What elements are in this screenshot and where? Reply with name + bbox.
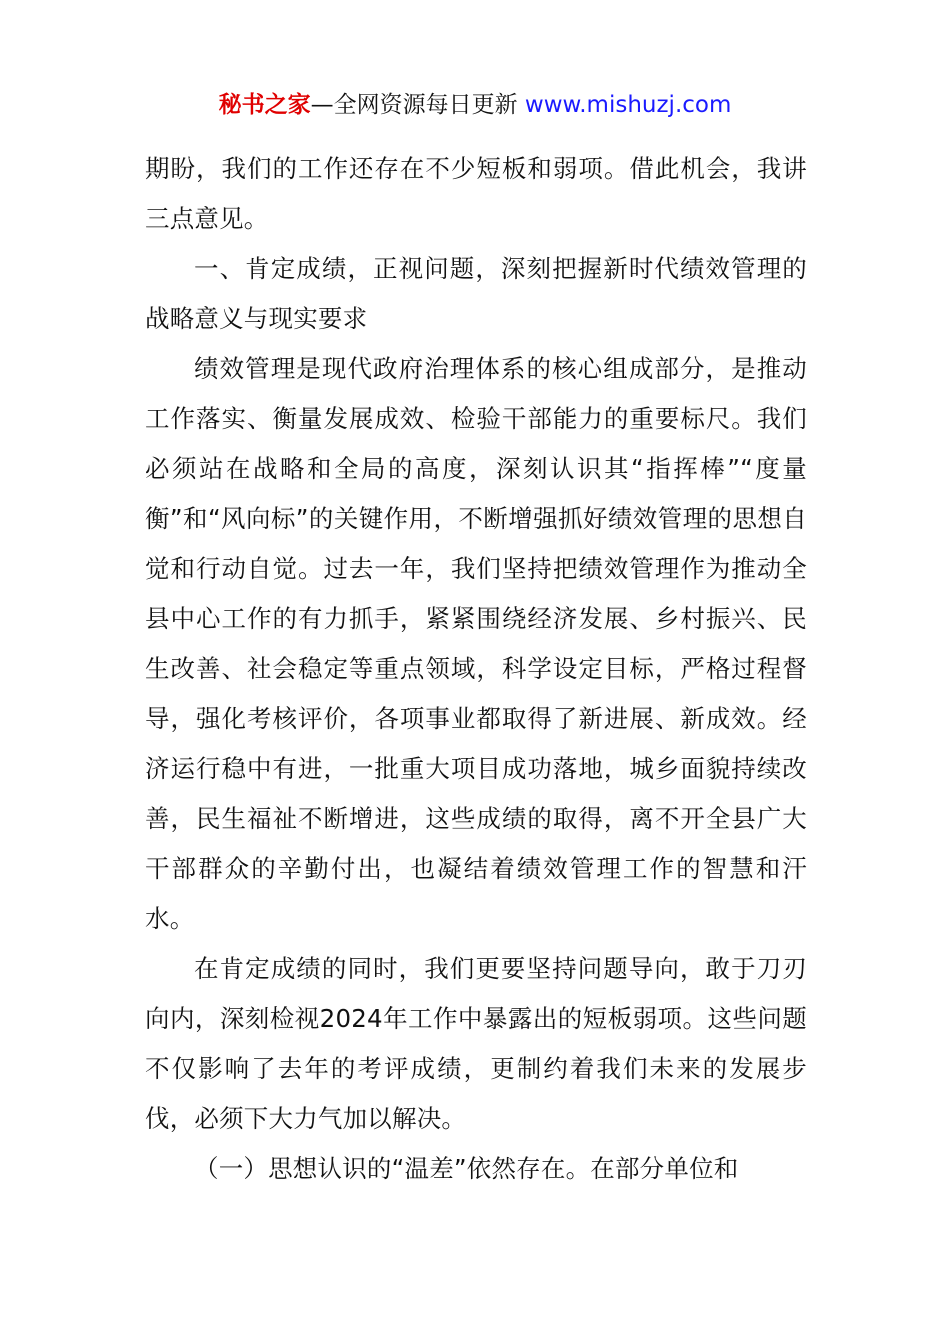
- subsection-heading: （一）思想认识的“温差”依然存在。在部分单位和: [194, 1154, 739, 1183]
- paragraph-continuation: 期盼，我们的工作还存在不少短板和弱项。借此机会，我讲三点意见。: [145, 154, 807, 233]
- document-body: [145, 144, 807, 1194]
- header-tagline: —全网资源每日更新: [310, 92, 525, 118]
- page-header: [0, 88, 950, 122]
- paragraph: 绩效管理是现代政府治理体系的核心组成部分，是推动工作落实、衡量发展成效、检验干部能力的重要标尺。我们必须站在战略和全局的高度，深刻认识其“指挥棒”“度量衡”和“风向标”的关键作用，不断增强抓好绩效管理的思想自觉和行动自觉。过去一年，我们坚持把绩效管理作为推动全县中心工作的有力抓手，紧紧围绕经济发展、乡村振兴、民生改善、社会稳定等重点领域，科学设定目标，严格过程督导，强化考核评价，各项事业都取得了新进展、新成效。经济运行稳中有进，一批重大项目成功落地，城乡面貌持续改善，民生福祉不断增进，这些成绩的取得，离不开全县广大干部群众的辛勤付出，也凝结着绩效管理工作的智慧和汗水。: [145, 354, 807, 933]
- site-url-link[interactable]: www.mishuzj.com: [524, 92, 732, 118]
- section-heading: 一、肯定成绩，正视问题，深刻把握新时代绩效管理的战略意义与现实要求: [145, 254, 807, 333]
- paragraph: 在肯定成绩的同时，我们更要坚持问题导向，敢于刀刃向内，深刻检视2024年工作中暴露出的短板弱项。这些问题不仅影响了去年的考评成绩，更制约着我们未来的发展步伐，必须下大力气加以解决。: [145, 954, 807, 1133]
- brand-name: 秘书之家: [218, 92, 311, 118]
